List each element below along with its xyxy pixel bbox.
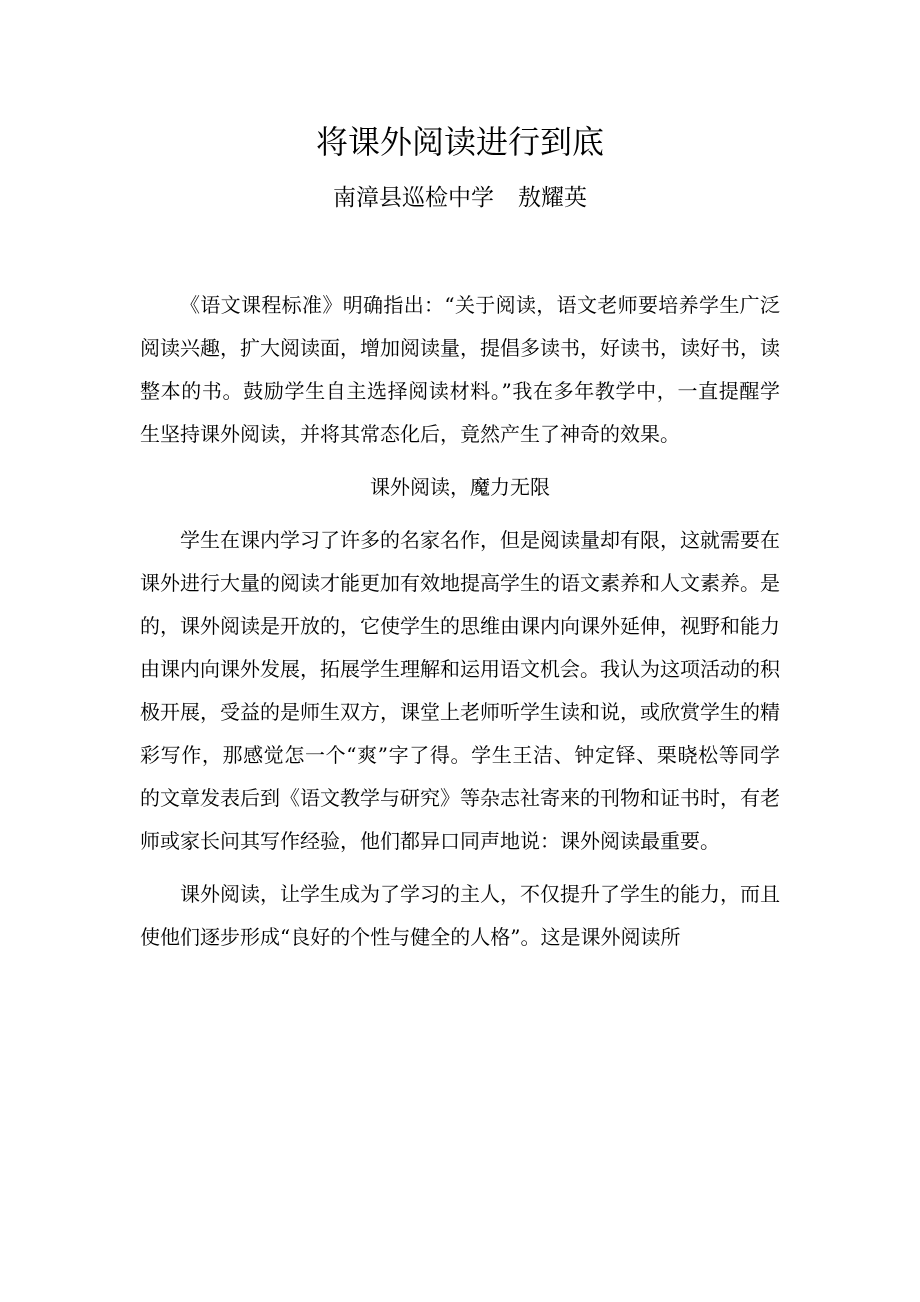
paragraph: 课外阅读，让学生成为了学习的主人，不仅提升了学生的能力，而且使他们逐步形成“良好的个性与健全的人格”。这是课外阅读所 bbox=[140, 882, 780, 949]
school-name: 南漳县巡检中学 bbox=[333, 185, 494, 211]
paragraph: 《语文课程标准》明确指出：“关于阅读，语文老师要培养学生广泛阅读兴趣，扩大阅读面，增加阅读量，提倡多读书，好读书，读好书，读整本的书。鼓励学生自主选择阅读材料。”我在多年教学中，一直提醒学生坚持课外阅读，并将其常态化后，竟然产生了神奇的效果。 bbox=[140, 293, 780, 446]
paragraph: 学生在课内学习了许多的名家名作，但是阅读量却有限，这就需要在课外进行大量的阅读才能更加有效地提高学生的语文素养和人文素养。是的，课外阅读是开放的，它使学生的思维由课内向课外延伸，视野和能力由课内向课外发展，拓展学生理解和运用语文机会。我认为这项活动的积极开展，受益的是师生双方，课堂上老师听学生读和说，或欣赏学生的精彩写作，那感觉怎一个“爽”字了得。学生王洁、钟定铎、栗晓松等同学的文章发表后到《语文教学与研究》等杂志社寄来的刊物和证书时，有老师或家长问其写作经验，他们都异口同声地说：课外阅读最重要。 bbox=[140, 528, 780, 853]
author-byline bbox=[0, 178, 920, 218]
section-heading: 课外阅读，魔力无限 bbox=[370, 475, 550, 499]
document-title: 将课外阅读进行到底 bbox=[315, 123, 604, 161]
article-body bbox=[140, 284, 780, 959]
author-name: 敖耀英 bbox=[518, 185, 587, 211]
